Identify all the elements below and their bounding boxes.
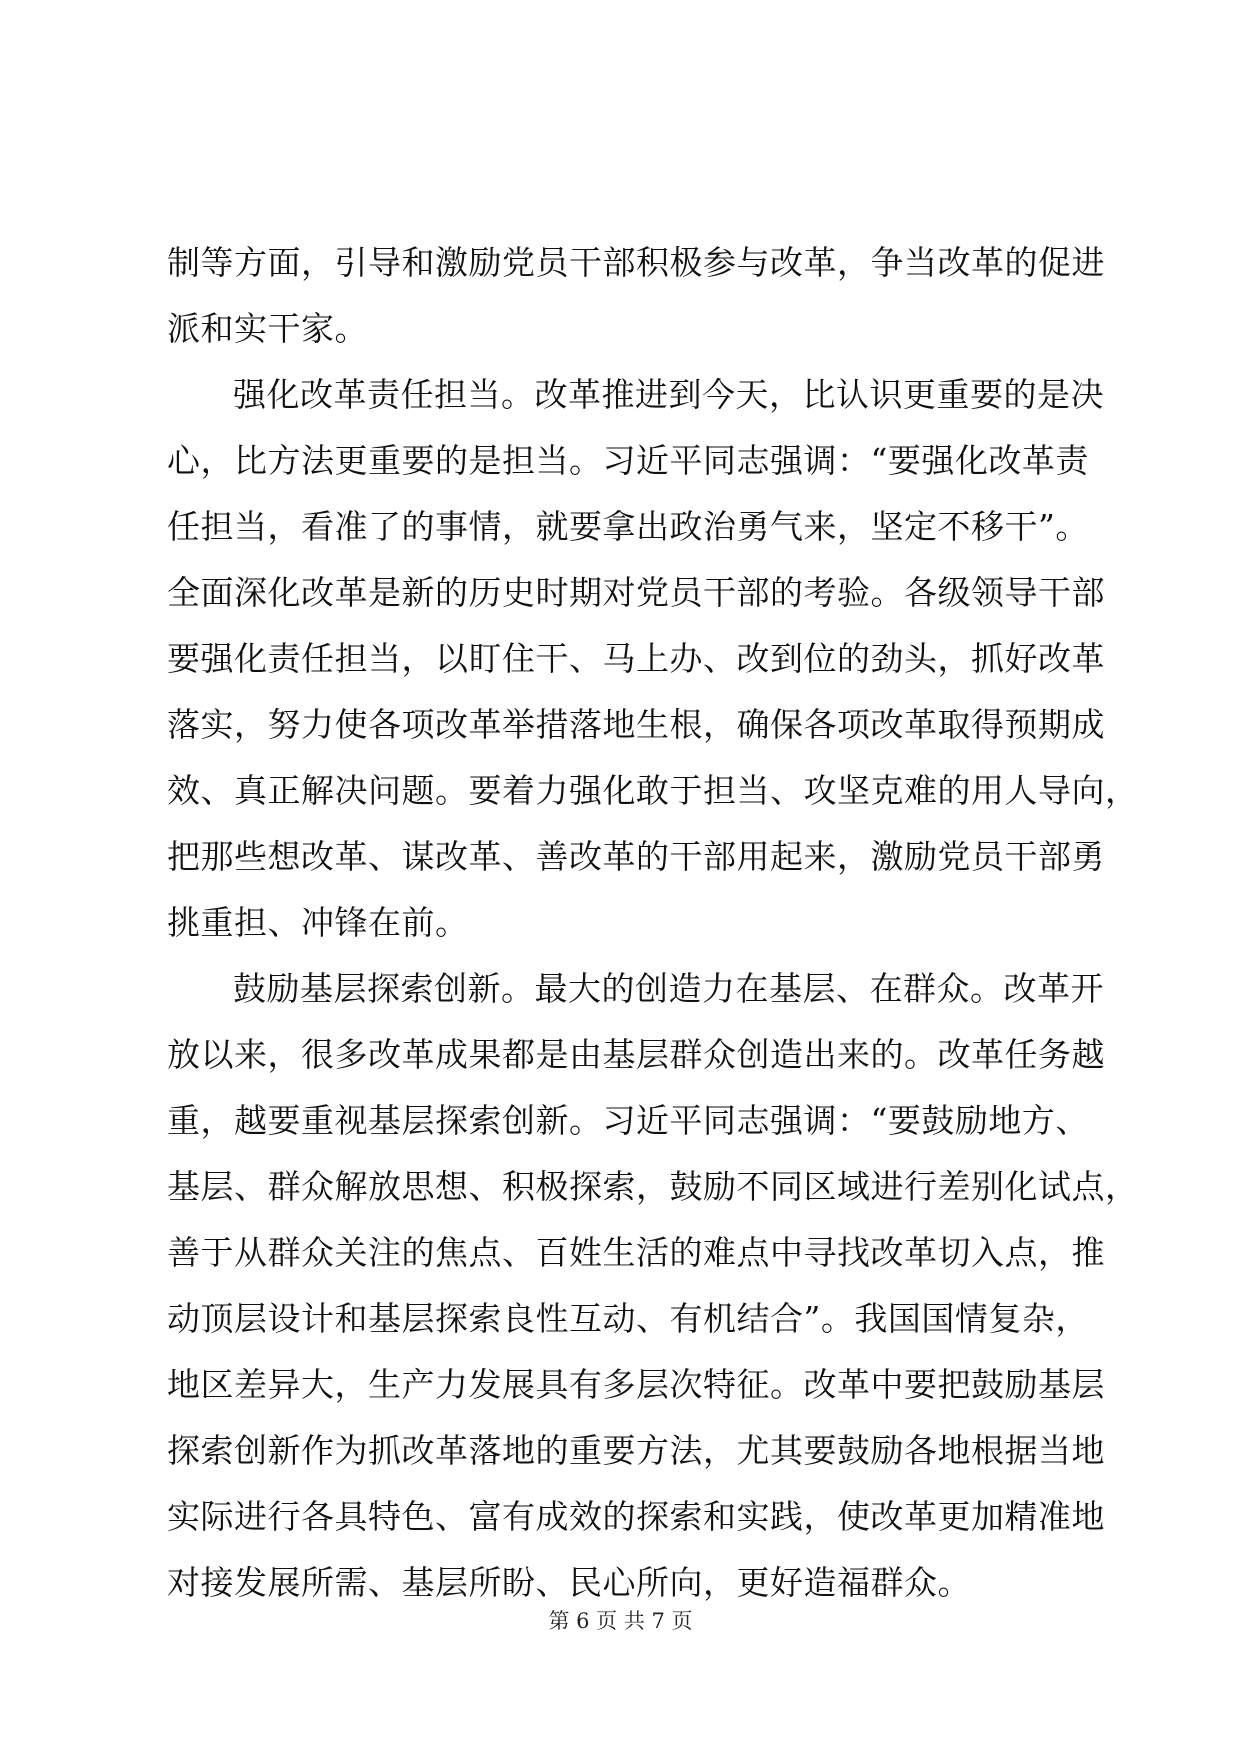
text-line: 强化改革责任担当。改革推进到今天，比认识更重要的是决 bbox=[233, 375, 1104, 414]
text-line: 探索创新作为抓改革落地的重要方法，尤其要鼓励各地根据当地 bbox=[167, 1431, 1105, 1470]
text-line: 任担当，看准了的事情，就要拿出政治勇气来，坚定不移干”。 bbox=[167, 507, 1089, 546]
text-line: 动顶层设计和基层探索良性互动、有机结合”。我国国情复杂， bbox=[167, 1299, 1089, 1338]
text-line: 要强化责任担当，以盯住干、马上办、改到位的劲头，抓好改革 bbox=[167, 639, 1105, 678]
page-number-footer: 第 6 页 共 7 页 bbox=[548, 1609, 693, 1633]
text-line: 挑重担、冲锋在前。 bbox=[167, 903, 469, 942]
text-line: 善于从群众关注的焦点、百姓生活的难点中寻找改革切入点，推 bbox=[167, 1233, 1105, 1272]
text-line: 心，比方法更重要的是担当。习近平同志强调：“要强化改革责 bbox=[167, 441, 1089, 480]
text-line: 放以来，很多改革成果都是由基层群众创造出来的。改革任务越 bbox=[167, 1035, 1105, 1074]
paragraph-2 bbox=[167, 362, 1139, 956]
text-line: 实际进行各具特色、富有成效的探索和实践，使改革更加精准地 bbox=[167, 1497, 1105, 1536]
text-line: 对接发展所需、基层所盼、民心所向，更好造福群众。 bbox=[167, 1563, 971, 1602]
text-line: 派和实干家。 bbox=[167, 309, 368, 348]
text-line: 地区差异大，生产力发展具有多层次特征。改革中要把鼓励基层 bbox=[167, 1365, 1105, 1404]
text-line: 效、真正解决问题。要着力强化敢于担当、攻坚克难的用人导向， bbox=[167, 771, 1139, 810]
text-line: 制等方面，引导和激励党员干部积极参与改革，争当改革的促进 bbox=[167, 243, 1105, 282]
text-line: 鼓励基层探索创新。最大的创造力在基层、在群众。改革开 bbox=[233, 969, 1104, 1008]
text-line: 基层、群众解放思想、积极探索，鼓励不同区域进行差别化试点， bbox=[167, 1167, 1139, 1206]
text-line: 全面深化改革是新的历史时期对党员干部的考验。各级领导干部 bbox=[167, 573, 1105, 612]
paragraph-1 bbox=[167, 230, 1105, 362]
text-line: 落实，努力使各项改革举措落地生根，确保各项改革取得预期成 bbox=[167, 705, 1105, 744]
document-body bbox=[167, 230, 1139, 1616]
paragraph-3 bbox=[167, 956, 1139, 1616]
text-line: 把那些想改革、谋改革、善改革的干部用起来，激励党员干部勇 bbox=[167, 837, 1105, 876]
text-line: 重，越要重视基层探索创新。习近平同志强调：“要鼓励地方、 bbox=[167, 1101, 1089, 1140]
